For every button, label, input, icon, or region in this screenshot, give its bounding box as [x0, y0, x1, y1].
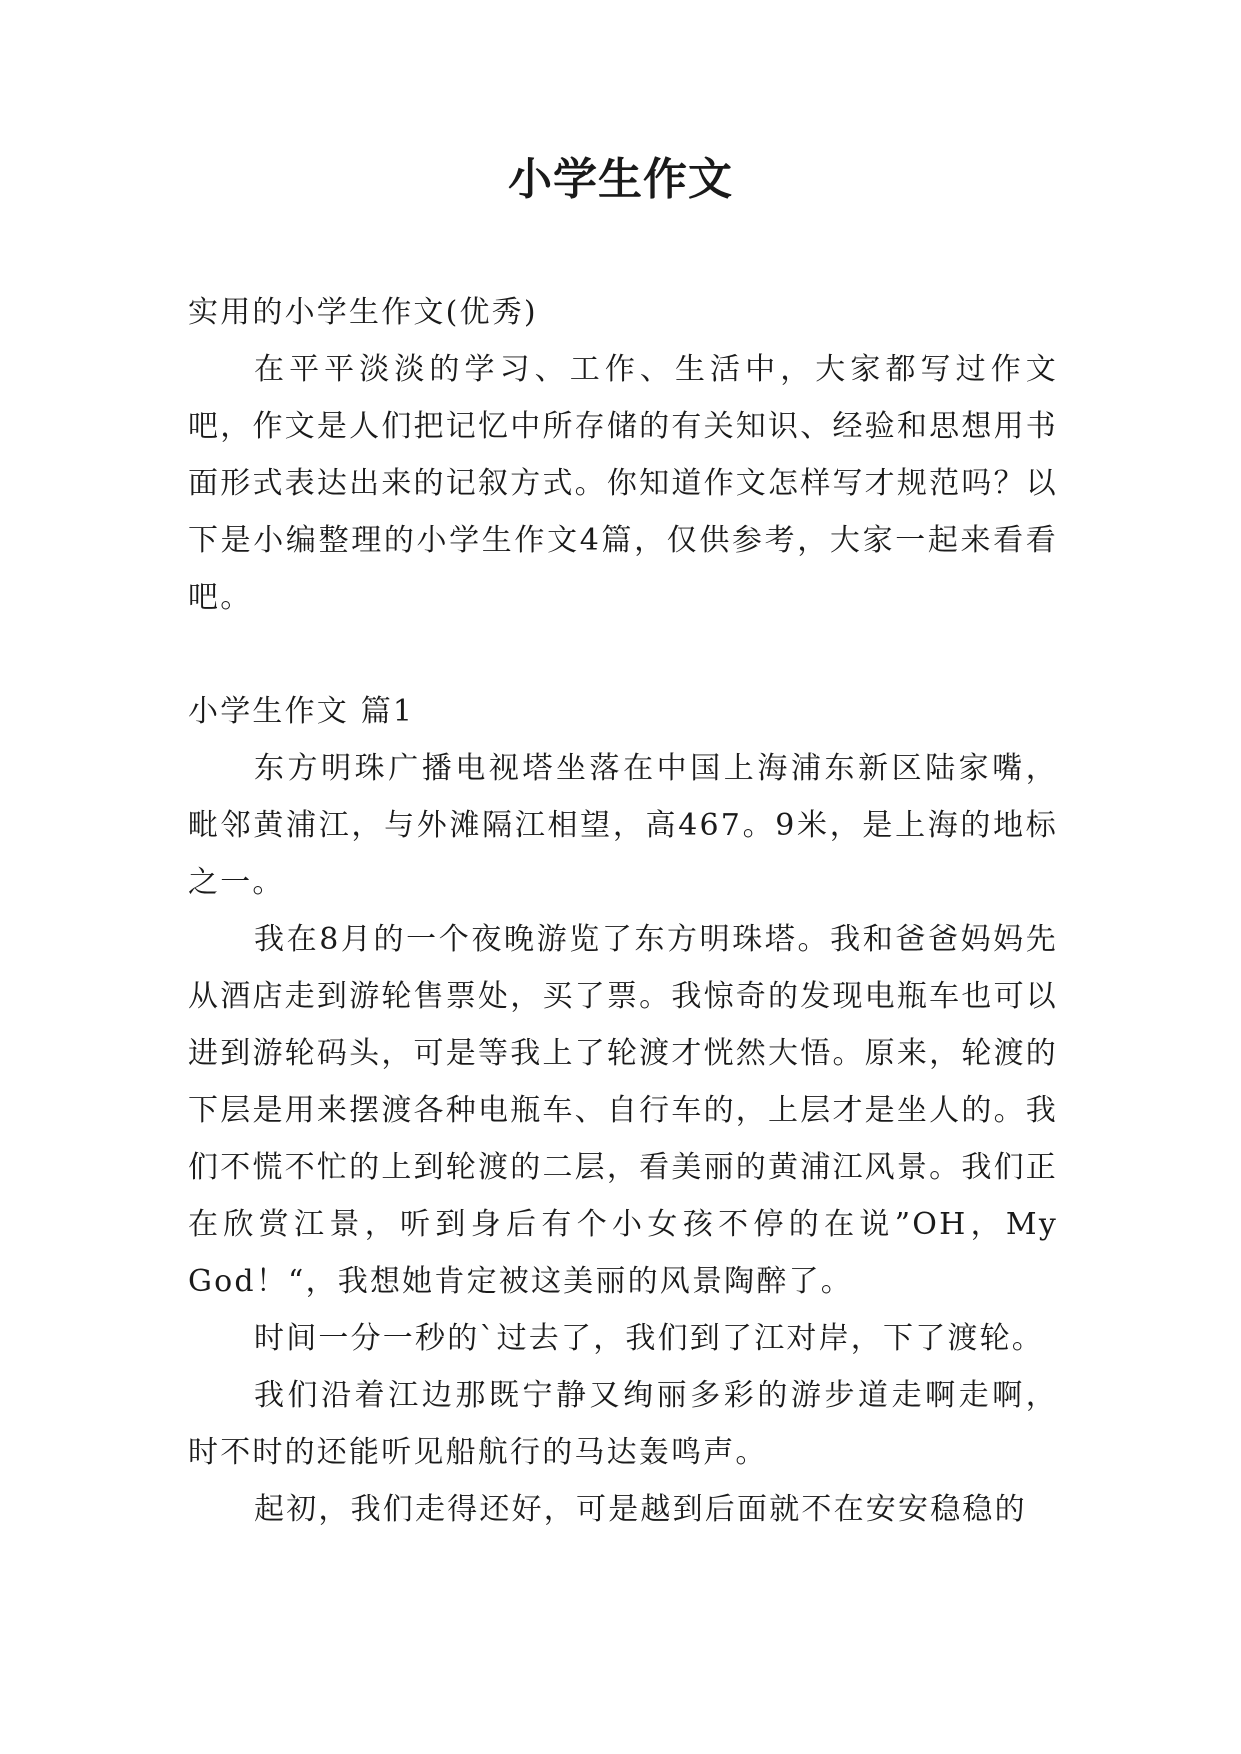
- paragraph-3: 时间一分一秒的`过去了，我们到了江对岸，下了渡轮。: [254, 1321, 1044, 1356]
- paragraph-5: 起初，我们走得还好，可是越到后面就不在安安稳稳的: [254, 1492, 1027, 1527]
- paragraph-1: 东方明珠广播电视塔坐落在中国上海浦东新区陆家嘴，毗邻黄浦江，与外滩隔江相望，高467。9米，是上海的地标之一。: [188, 751, 1058, 900]
- page-title: 小学生作文: [508, 154, 733, 205]
- paragraph-4: 我们沿着江边那既宁静又绚丽多彩的游步道走啊走啊，时不时的还能听见船航行的马达轰鸣声。: [188, 1378, 1058, 1470]
- section-heading: 小学生作文 篇1: [188, 694, 415, 729]
- intro-paragraph: 在平平淡淡的学习、工作、生活中，大家都写过作文吧，作文是人们把记忆中所存储的有关知识、经验和思想用书面形式表达出来的记叙方式。你知道作文怎样写才规范吗？以下是小编整理的小学生作文4篇，仅供参考，大家一起来看看吧。: [188, 352, 1058, 615]
- intro-heading: 实用的小学生作文(优秀): [188, 295, 538, 330]
- paragraph-2: 我在8月的一个夜晚游览了东方明珠塔。我和爸爸妈妈先从酒店走到游轮售票处，买了票。我惊奇的发现电瓶车也可以进到游轮码头，可是等我上了轮渡才恍然大悟。原来，轮渡的下层是用来摆渡各种电瓶车、自行车的，上层才是坐人的。我们不慌不忙的上到轮渡的二层，看美丽的黄浦江风景。我们正在欣赏江景，听到身后有个小女孩不停的在说”OH，My God！“，我想她肯定被这美丽的风景陶醉了。: [188, 922, 1058, 1299]
- document-body: [188, 284, 1058, 1538]
